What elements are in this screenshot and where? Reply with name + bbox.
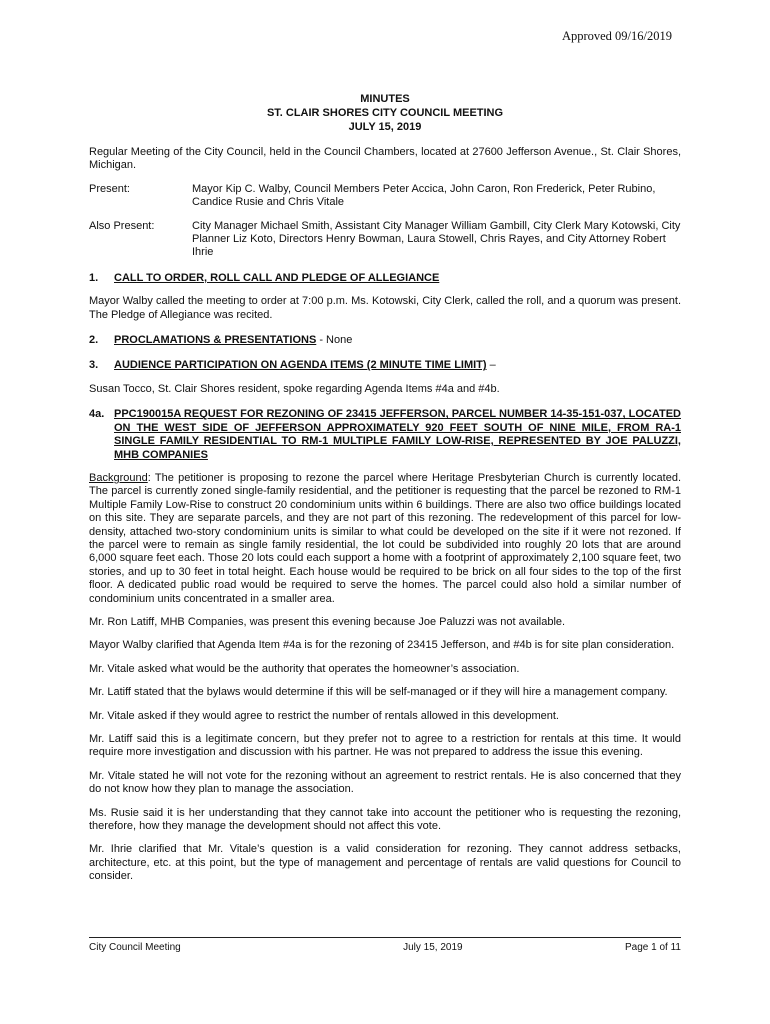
present-value: Mayor Kip C. Walby, Council Members Peter Accica, John Caron, Ron Frederick, Peter Rubino, Candice Rusie and Chris Vitale [192,182,656,209]
agenda-item-1-heading [89,272,681,285]
discussion-paragraph: Mr. Vitale asked what would be the authority that operates the homeowner’s association. [89,662,520,675]
discussion-paragraph: Ms. Rusie said it is her understanding that they cannot take into account the petitioner who is requesting the rezoning, therefore, how they manage the development should not affect this vote. [89,806,681,833]
item-suffix: - None [316,334,353,347]
discussion-paragraph: Mayor Walby clarified that Agenda Item #4a is for the rezoning of 23415 Jefferson, and #4b is for site plan consideration. [89,639,675,652]
footer-meeting-name: City Council Meeting [89,942,181,953]
present-label: Present: [89,182,130,195]
background-paragraph [89,472,681,606]
also-present-value: City Manager Michael Smith, Assistant City Manager William Gambill, City Clerk Mary Kotowski, City Planner Liz Koto, Directors Henry Bowman, Laura Stowell, Chris Rayes, and City Attorney Robert Ihrie [192,219,681,259]
item-number: 1. [89,271,99,284]
header-meeting-name: ST. CLAIR SHORES CITY COUNCIL MEETING [266,107,504,119]
page-footer [89,941,681,954]
header-title: MINUTES [360,93,410,105]
background-label: Background [89,471,148,484]
item-1-text: Mayor Walby called the meeting to order at 7:00 p.m. Ms. Kotowski, City Clerk, called the roll, and a quorum was present. The Pledge of Allegiance was recited. [89,295,681,321]
page-number: Page 1 of 11 [625,942,681,953]
item-number: 4a. [89,408,105,421]
discussion-paragraph: Mr. Latiff stated that the bylaws would determine if this will be self-managed or if they will hire a management company. [89,686,668,699]
present-row [89,183,681,210]
item-number: 3. [89,359,99,372]
footer-date: July 15, 2019 [403,942,463,953]
discussion-paragraph: Mr. Ihrie clarified that Mr. Vitale’s question is a valid consideration for rezoning. They cannot address setbacks, architecture, etc. at this point, but the type of management and percentage of rentals are valid questions for Council to consider. [89,843,681,883]
intro-paragraph: Regular Meeting of the City Council, held in the Council Chambers, located at 27600 Jefferson Avenue., St. Clair Shores, Michigan. [89,146,681,172]
footer-divider [89,937,681,938]
background-text: : The petitioner is proposing to rezone the parcel where Heritage Presbyterian Church is currently located. The parcel is currently zoned single-family residential, and the petitioner is requesting that the parcel be rezoned to RM-1 Multiple Family Low-Rise to construct 20 condominium units within 6 buildings. There are also two office buildings located on this site. They are separate parcels, and they are not part of this rezoning. The redevelopment of this parcel for low-density, attached two-story condominium units is similar to what could be developed on the site if it were not rezoned. If the parcel were to remain as single family residential, the lot could be subdivided into roughly 20 lots that are around 6,000 square feet each. Those 20 lots could each support a home with a footprint of approximately 2,100 square feet, two stories, and up to 30 feet in total height. Each house would be required to be brick on all four sides to the top of the first floor. A dedicated public road would be required to serve the homes. The parcel could also hold a similar number of condominium units concentrated in a smaller area. [89,471,681,605]
item-title: PROCLAMATIONS & PRESENTATIONS [114,334,317,347]
also-present-row [89,220,681,260]
discussion-paragraph: Mr. Vitale asked if they would agree to restrict the number of rentals allowed in this development. [89,709,559,722]
agenda-item-3-heading [89,359,681,372]
approval-stamp: Approved 09/16/2019 [561,29,672,43]
item-number: 2. [89,334,99,347]
discussion-paragraph: Mr. Latiff said this is a legitimate concern, but they prefer not to agree to a restriction for rentals at this time. It would require more investigation and discussion with his partner. He was not prepared to address the issue this evening. [89,733,681,759]
item-title: AUDIENCE PARTICIPATION ON AGENDA ITEMS (2 MINUTE TIME LIMIT) [114,359,487,372]
item-3-text: Susan Tocco, St. Clair Shores resident, spoke regarding Agenda Items #4a and #4b. [89,382,500,395]
item-suffix: – [486,359,496,372]
item-title: PPC190015A REQUEST FOR REZONING OF 23415 JEFFERSON, PARCEL NUMBER 14-35-151-037, LOCATED ON THE WEST SIDE OF JEFFERSON APPROXIMATELY 920 FEET SOUTH OF NINE MILE, FROM RA-1 SINGLE FAMILY RESIDENTIAL TO RM-1 MULTIPLE FAMILY LOW-RISE, REPRESENTED BY JOE PALUZZI, MHB COMPANIES [114,408,681,461]
document-header [0,92,770,134]
minutes-body [89,146,681,894]
header-date: JULY 15, 2019 [348,121,422,133]
agenda-item-4a-heading [89,408,681,462]
also-present-label: Also Present: [89,219,155,232]
agenda-item-2-heading [89,334,681,347]
discussion-paragraph: Mr. Ron Latiff, MHB Companies, was present this evening because Joe Paluzzi was not available. [89,615,566,628]
discussion-paragraph: Mr. Vitale stated he will not vote for the rezoning without an agreement to restrict rentals. He is also concerned that they do not know how they plan to manage the association. [89,769,681,796]
item-title: CALL TO ORDER, ROLL CALL AND PLEDGE OF ALLEGIANCE [114,271,440,284]
